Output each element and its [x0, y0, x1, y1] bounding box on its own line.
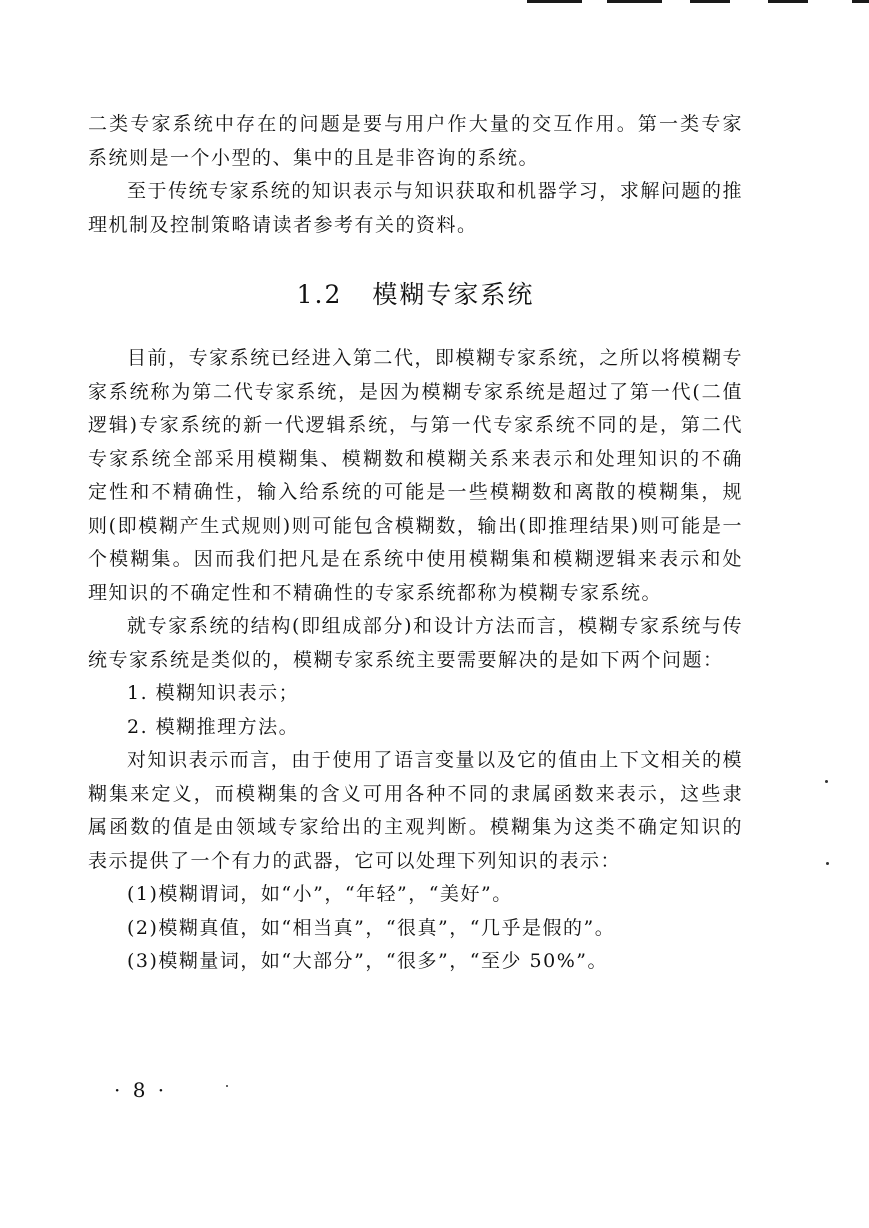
list-item: (3)模糊量词，如“大部分”，“很多”，“至少 50%”。	[127, 950, 608, 972]
paragraph: 至于传统专家系统的知识表示与知识获取和机器学习，求解问题的推理机制及控制策略请读者参考有关的资料。	[88, 180, 743, 236]
paragraph: 二类专家系统中存在的问题是要与用户作大量的交互作用。第一类专家系统则是一个小型的、集中的且是非咨询的系统。	[88, 113, 743, 169]
header-rule	[690, 0, 730, 3]
scan-speck	[825, 780, 828, 783]
page-body	[88, 108, 743, 979]
header-rule	[527, 0, 582, 3]
header-rule	[852, 0, 869, 3]
paragraph: 目前，专家系统已经进入第二代，即模糊专家系统，之所以将模糊专家系统称为第二代专家系统，是因为模糊专家系统是超过了第一代(二值逻辑)专家系统的新一代逻辑系统，与第一代专家系统不同的是，第二代专家系统全部采用模糊集、模糊数和模糊关系来表示和处理知识的不确定性和不精确性，输入给系统的可能是一些模糊数和离散的模糊集，规则(即模糊产生式规则)则可能包含模糊数，输出(即推理结果)则可能是一个模糊集。因而我们把凡是在系统中使用模糊集和模糊逻辑来表示和处理知识的不确定性和不精确性的专家系统都称为模糊专家系统。	[88, 347, 743, 604]
paragraph: 就专家系统的结构(即组成部分)和设计方法而言，模糊专家系统与传统专家系统是类似的，模糊专家系统主要需要解决的是如下两个问题：	[88, 615, 743, 671]
section-heading	[88, 275, 743, 315]
scan-speck	[826, 862, 829, 865]
section-number: 1.2	[296, 280, 343, 309]
header-rule	[768, 0, 808, 3]
scan-speck	[226, 1085, 228, 1087]
section-title: 模糊专家系统	[372, 280, 535, 309]
page-number: · 8 ·	[114, 1078, 168, 1102]
paragraph: 对知识表示而言，由于使用了语言变量以及它的值由上下文相关的模糊集来定义，而模糊集的含义可用各种不同的隶属函数来表示，这些隶属函数的值是由领域专家给出的主观判断。模糊集为这类不确定知识的表示提供了一个有力的武器，它可以处理下列知识的表示：	[88, 749, 743, 872]
list-item: 1. 模糊知识表示；	[127, 682, 300, 704]
list-item: 2. 模糊推理方法。	[127, 715, 300, 738]
header-rule	[607, 0, 662, 3]
list-item: (1)模糊谓词，如“小”，“年轻”，“美好”。	[127, 883, 513, 905]
list-item: (2)模糊真值，如“相当真”，“很真”，“几乎是假的”。	[127, 916, 616, 939]
